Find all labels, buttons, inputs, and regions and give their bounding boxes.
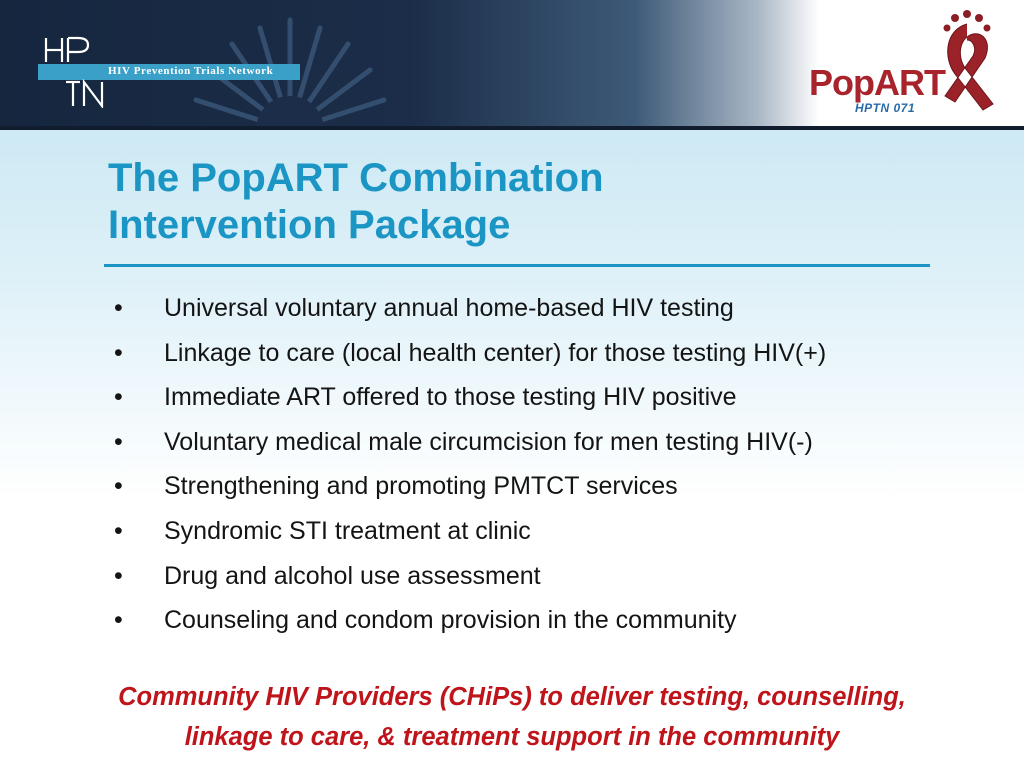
slide-title bbox=[108, 155, 908, 249]
bullet-mark: • bbox=[114, 294, 123, 322]
bullet-mark: • bbox=[114, 561, 123, 590]
list-item-text: Strengthening and promoting PMTCT services bbox=[164, 472, 678, 501]
list-item-text: Drug and alcohol use assessment bbox=[164, 561, 541, 590]
popart-study-label: HPTN 071 bbox=[855, 101, 916, 115]
list-item-text: Syndromic STI treatment at clinic bbox=[164, 516, 531, 545]
list-item-text: Linkage to care (local health center) for those testing HIV(+) bbox=[164, 338, 827, 367]
footer-line: linkage to care, & treatment support in the community bbox=[184, 723, 840, 751]
header-banner bbox=[0, 0, 1024, 130]
hptn-network-name: HIV Prevention Trials Network bbox=[108, 65, 274, 77]
hptn-logo bbox=[38, 36, 308, 108]
bullet-mark: • bbox=[114, 472, 123, 501]
slide-title-line: The PopART Combination bbox=[108, 156, 604, 200]
bullet-mark: • bbox=[114, 383, 123, 412]
bullet-mark: • bbox=[114, 427, 123, 456]
list-item-text: Universal voluntary annual home-based HIV testing bbox=[164, 294, 734, 322]
popart-wordmark: PopART bbox=[809, 62, 945, 103]
bullet-mark: • bbox=[114, 516, 123, 545]
list-item-text: Voluntary medical male circumcision for men testing HIV(-) bbox=[164, 427, 813, 456]
list-item-text: Immediate ART offered to those testing HIV positive bbox=[164, 383, 737, 412]
title-underline bbox=[104, 264, 930, 267]
footer-highlight bbox=[0, 677, 1024, 757]
bullet-mark: • bbox=[114, 338, 123, 367]
banner-divider bbox=[0, 126, 1024, 130]
popart-logo bbox=[805, 10, 1005, 120]
slide-title-line: Intervention Package bbox=[108, 203, 511, 247]
hptn-monogram bbox=[38, 36, 108, 108]
bullet-mark: • bbox=[114, 606, 123, 635]
list-item-text: Counseling and condom provision in the community bbox=[164, 606, 737, 635]
footer-line: Community HIV Providers (CHiPs) to deliver testing, counselling, bbox=[118, 683, 906, 711]
